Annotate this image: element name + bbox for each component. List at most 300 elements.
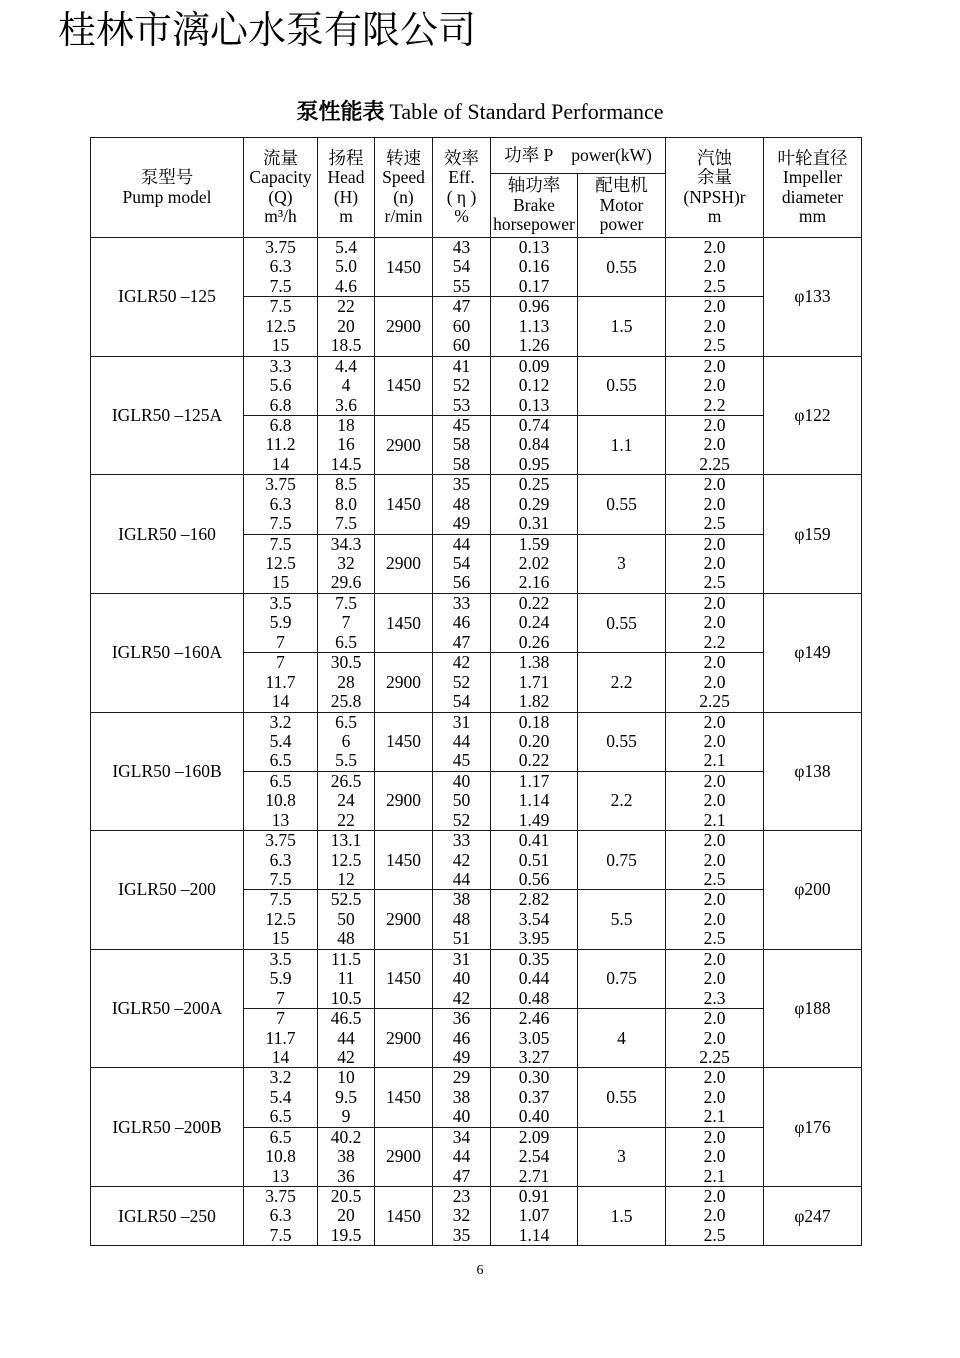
header-text: 功率 P bbox=[504, 144, 554, 165]
brake-horsepower-value: 1.14 bbox=[518, 1224, 550, 1245]
efficiency-value: 45 bbox=[452, 415, 471, 435]
header-text: 轴功率 bbox=[507, 175, 561, 196]
efficiency-value: 40 bbox=[452, 771, 471, 791]
head-value: 40.2 bbox=[330, 1127, 362, 1147]
head-value: 28 bbox=[337, 671, 355, 692]
head-value: 11.5 bbox=[331, 949, 361, 969]
efficiency-value: 56 bbox=[452, 572, 471, 593]
header-speed bbox=[375, 138, 433, 238]
header-text: (NPSH)r bbox=[683, 186, 746, 207]
header-text: Head bbox=[327, 167, 365, 187]
efficiency-value: 44 bbox=[452, 869, 471, 889]
capacity-cell bbox=[244, 1009, 318, 1068]
efficiency-value: 49 bbox=[452, 1046, 471, 1067]
header-impeller-diameter bbox=[764, 138, 862, 238]
head-value: 20.5 bbox=[330, 1186, 362, 1206]
efficiency-value: 44 bbox=[452, 730, 471, 751]
header-text: power(kW) bbox=[571, 144, 652, 165]
motor-power-value: 3 bbox=[578, 1127, 666, 1186]
motor-power-value: 0.55 bbox=[578, 1068, 666, 1127]
efficiency-value: 31 bbox=[452, 949, 471, 969]
capacity-value: 5.4 bbox=[269, 730, 292, 751]
brake-horsepower-value: 2.46 bbox=[518, 1008, 550, 1029]
npsh-value: 2.0 bbox=[703, 671, 726, 692]
npsh-value: 2.0 bbox=[703, 1127, 726, 1147]
efficiency-value: 23 bbox=[452, 1186, 471, 1206]
npsh-cell bbox=[666, 831, 764, 890]
brake-horsepower-value: 3.05 bbox=[518, 1027, 550, 1048]
head-value: 42 bbox=[337, 1046, 355, 1067]
efficiency-value: 47 bbox=[452, 1165, 471, 1186]
head-value: 6 bbox=[341, 730, 351, 751]
brake-horsepower-value: 1.71 bbox=[518, 671, 550, 692]
speed-subgroup-row bbox=[91, 593, 862, 652]
speed-subgroup-row bbox=[91, 831, 862, 890]
efficiency-value: 38 bbox=[452, 889, 471, 910]
head-value: 4 bbox=[341, 375, 351, 396]
efficiency-value: 53 bbox=[452, 394, 471, 415]
motor-power-value: 2.2 bbox=[578, 771, 666, 830]
head-cell bbox=[318, 949, 375, 1008]
npsh-value: 2.0 bbox=[703, 553, 726, 573]
header-text: 流量 bbox=[263, 147, 298, 168]
efficiency-value: 51 bbox=[452, 928, 471, 949]
capacity-cell bbox=[244, 653, 318, 712]
brake-horsepower-cell bbox=[491, 890, 578, 949]
capacity-value: 10.8 bbox=[265, 1146, 296, 1167]
impeller-diameter-value: φ122 bbox=[764, 356, 862, 475]
head-value: 34.3 bbox=[330, 534, 362, 554]
npsh-value: 2.1 bbox=[703, 809, 726, 830]
pump-model-label: IGLR50 –250 bbox=[91, 1187, 244, 1246]
capacity-cell bbox=[244, 415, 318, 474]
capacity-value: 6.5 bbox=[269, 1106, 292, 1127]
npsh-value: 2.0 bbox=[703, 356, 726, 376]
brake-horsepower-value: 1.17 bbox=[518, 771, 550, 791]
capacity-value: 5.9 bbox=[269, 968, 292, 989]
motor-power-value: 0.55 bbox=[578, 238, 666, 297]
header-text: ( η ) bbox=[446, 186, 477, 207]
head-value: 4.4 bbox=[335, 356, 357, 376]
brake-horsepower-value: 0.91 bbox=[518, 1186, 550, 1206]
brake-horsepower-value: 1.26 bbox=[518, 335, 550, 356]
brake-horsepower-cell bbox=[491, 297, 578, 356]
header-text: 汽蚀 bbox=[697, 147, 733, 168]
efficiency-value: 55 bbox=[452, 275, 471, 296]
capacity-cell bbox=[244, 890, 318, 949]
npsh-value: 2.0 bbox=[703, 1067, 726, 1088]
npsh-value: 2.0 bbox=[703, 1008, 726, 1029]
head-cell bbox=[318, 297, 375, 356]
efficiency-value: 31 bbox=[452, 712, 471, 732]
efficiency-value: 33 bbox=[452, 593, 471, 613]
head-value: 6.5 bbox=[335, 712, 357, 732]
brake-horsepower-value: 2.54 bbox=[518, 1146, 550, 1167]
npsh-value: 2.25 bbox=[699, 691, 730, 712]
speed-value: 2900 bbox=[375, 1127, 433, 1186]
npsh-value: 2.0 bbox=[703, 1205, 726, 1226]
efficiency-value: 42 bbox=[452, 849, 471, 870]
brake-horsepower-value: 0.22 bbox=[518, 593, 550, 613]
brake-horsepower-value: 0.22 bbox=[518, 750, 550, 771]
impeller-diameter-value: φ247 bbox=[764, 1187, 862, 1246]
efficiency-value: 43 bbox=[452, 237, 471, 257]
capacity-value: 6.5 bbox=[269, 771, 292, 791]
npsh-value: 2.5 bbox=[703, 1224, 726, 1245]
capacity-value: 14 bbox=[271, 691, 290, 712]
capacity-cell bbox=[244, 771, 318, 830]
npsh-cell bbox=[666, 297, 764, 356]
capacity-value: 15 bbox=[271, 335, 290, 356]
brake-horsepower-value: 0.30 bbox=[518, 1067, 550, 1088]
capacity-value: 3.75 bbox=[265, 830, 296, 851]
speed-subgroup-row bbox=[91, 238, 862, 297]
efficiency-value: 44 bbox=[452, 1146, 471, 1167]
header-text: power bbox=[599, 214, 644, 235]
npsh-cell bbox=[666, 356, 764, 415]
capacity-value: 7.5 bbox=[269, 513, 292, 534]
efficiency-value: 54 bbox=[452, 553, 471, 573]
capacity-value: 12.5 bbox=[265, 553, 296, 573]
header-brake-horsepower bbox=[491, 174, 578, 238]
header-power-line bbox=[491, 146, 665, 166]
pump-model-label: IGLR50 –200A bbox=[91, 949, 244, 1068]
head-cell bbox=[318, 1009, 375, 1068]
npsh-value: 2.0 bbox=[703, 493, 726, 514]
brake-horsepower-value: 2.82 bbox=[518, 889, 550, 910]
efficiency-cell bbox=[433, 415, 491, 474]
head-value: 12.5 bbox=[330, 849, 362, 870]
brake-horsepower-value: 0.12 bbox=[518, 375, 550, 396]
head-cell bbox=[318, 356, 375, 415]
head-value: 29.6 bbox=[330, 572, 362, 593]
head-value: 7.5 bbox=[335, 513, 357, 534]
npsh-value: 2.0 bbox=[703, 1027, 726, 1048]
efficiency-cell bbox=[433, 1127, 491, 1186]
speed-value: 2900 bbox=[375, 653, 433, 712]
brake-horsepower-value: 2.02 bbox=[518, 553, 550, 573]
head-cell bbox=[318, 831, 375, 890]
brake-horsepower-value: 0.13 bbox=[518, 237, 550, 257]
brake-horsepower-cell bbox=[491, 1187, 578, 1246]
npsh-value: 2.0 bbox=[703, 1186, 726, 1206]
impeller-diameter-value: φ138 bbox=[764, 712, 862, 831]
head-value: 10 bbox=[337, 1067, 355, 1088]
efficiency-value: 42 bbox=[452, 987, 471, 1008]
header-text: 扬程 bbox=[328, 147, 364, 168]
brake-horsepower-cell bbox=[491, 1009, 578, 1068]
head-value: 38 bbox=[337, 1146, 355, 1167]
capacity-value: 11.7 bbox=[265, 1027, 296, 1048]
npsh-value: 2.25 bbox=[699, 453, 730, 474]
npsh-cell bbox=[666, 475, 764, 534]
brake-horsepower-cell bbox=[491, 771, 578, 830]
npsh-value: 2.0 bbox=[703, 237, 726, 257]
brake-horsepower-cell bbox=[491, 356, 578, 415]
speed-value: 1450 bbox=[375, 238, 433, 297]
motor-power-value: 1.5 bbox=[578, 297, 666, 356]
brake-horsepower-cell bbox=[491, 238, 578, 297]
motor-power-value: 0.55 bbox=[578, 712, 666, 771]
efficiency-value: 33 bbox=[452, 830, 471, 851]
efficiency-value: 50 bbox=[452, 790, 471, 811]
npsh-value: 2.0 bbox=[703, 889, 726, 910]
head-cell bbox=[318, 1068, 375, 1127]
header-text: (n) bbox=[393, 186, 414, 207]
impeller-diameter-value: φ200 bbox=[764, 831, 862, 950]
brake-horsepower-value: 0.56 bbox=[518, 869, 550, 889]
capacity-cell bbox=[244, 356, 318, 415]
head-value: 11 bbox=[337, 968, 355, 989]
npsh-value: 2.0 bbox=[703, 949, 726, 969]
capacity-value: 3.75 bbox=[265, 237, 296, 257]
header-pump-model bbox=[91, 138, 244, 238]
header-unit: mm bbox=[798, 206, 827, 226]
efficiency-value: 46 bbox=[452, 612, 471, 633]
speed-value: 1450 bbox=[375, 831, 433, 890]
impeller-diameter-value: φ133 bbox=[764, 238, 862, 357]
header-text: (H) bbox=[333, 186, 359, 207]
performance-table bbox=[90, 137, 862, 1246]
impeller-diameter-value: φ149 bbox=[764, 593, 862, 712]
efficiency-value: 54 bbox=[452, 256, 471, 277]
efficiency-cell bbox=[433, 831, 491, 890]
brake-horsepower-cell bbox=[491, 712, 578, 771]
capacity-value: 3.2 bbox=[269, 1067, 292, 1088]
capacity-value: 6.3 bbox=[269, 493, 292, 514]
efficiency-value: 49 bbox=[452, 513, 471, 534]
capacity-value: 3.75 bbox=[265, 474, 296, 495]
motor-power-value: 0.75 bbox=[578, 831, 666, 890]
capacity-value: 7.5 bbox=[269, 889, 292, 910]
npsh-cell bbox=[666, 1068, 764, 1127]
header-text: diameter bbox=[781, 186, 844, 207]
head-cell bbox=[318, 238, 375, 297]
capacity-cell bbox=[244, 1187, 318, 1246]
head-cell bbox=[318, 890, 375, 949]
header-text: Motor bbox=[599, 194, 644, 215]
capacity-cell bbox=[244, 297, 318, 356]
efficiency-value: 52 bbox=[452, 671, 471, 692]
brake-horsepower-value: 0.31 bbox=[518, 513, 550, 534]
header-head bbox=[318, 138, 375, 238]
header-text: 叶轮直径 bbox=[777, 147, 848, 168]
efficiency-value: 47 bbox=[452, 296, 471, 317]
capacity-value: 5.4 bbox=[269, 1086, 292, 1107]
speed-subgroup-row bbox=[91, 949, 862, 1008]
head-value: 18 bbox=[337, 415, 355, 435]
speed-subgroup-row bbox=[91, 475, 862, 534]
efficiency-value: 60 bbox=[452, 315, 471, 336]
head-value: 4.6 bbox=[335, 275, 357, 296]
header-text: Speed bbox=[382, 167, 425, 187]
npsh-value: 2.1 bbox=[703, 1106, 726, 1127]
npsh-cell bbox=[666, 949, 764, 1008]
capacity-value: 7.5 bbox=[269, 869, 292, 889]
capacity-value: 3.3 bbox=[269, 356, 292, 376]
head-value: 16 bbox=[337, 434, 355, 455]
head-value: 46.5 bbox=[330, 1008, 362, 1029]
capacity-cell bbox=[244, 475, 318, 534]
head-value: 26.5 bbox=[330, 771, 362, 791]
capacity-value: 7 bbox=[276, 652, 285, 673]
efficiency-cell bbox=[433, 238, 491, 297]
capacity-value: 14 bbox=[271, 453, 290, 474]
efficiency-value: 52 bbox=[452, 375, 471, 396]
efficiency-cell bbox=[433, 949, 491, 1008]
head-value: 8.0 bbox=[335, 493, 357, 514]
capacity-value: 11.7 bbox=[265, 671, 296, 692]
efficiency-cell bbox=[433, 890, 491, 949]
head-value: 7.5 bbox=[335, 593, 357, 613]
brake-horsepower-cell bbox=[491, 1068, 578, 1127]
npsh-value: 2.0 bbox=[703, 315, 726, 336]
efficiency-value: 48 bbox=[452, 493, 471, 514]
brake-horsepower-value: 0.16 bbox=[518, 256, 550, 277]
brake-horsepower-value: 0.17 bbox=[518, 275, 550, 296]
brake-horsepower-value: 3.95 bbox=[518, 928, 550, 949]
capacity-value: 5.6 bbox=[269, 375, 292, 396]
brake-horsepower-value: 0.20 bbox=[518, 730, 550, 751]
capacity-value: 7 bbox=[276, 631, 285, 652]
capacity-cell bbox=[244, 1127, 318, 1186]
npsh-value: 2.0 bbox=[703, 593, 726, 613]
capacity-value: 5.9 bbox=[269, 612, 292, 633]
efficiency-value: 32 bbox=[452, 1205, 471, 1226]
efficiency-cell bbox=[433, 653, 491, 712]
brake-horsepower-value: 1.49 bbox=[518, 809, 550, 830]
npsh-value: 2.25 bbox=[699, 1046, 730, 1067]
capacity-value: 6.8 bbox=[269, 415, 292, 435]
efficiency-cell bbox=[433, 356, 491, 415]
header-text: Impeller bbox=[782, 167, 843, 187]
brake-horsepower-value: 2.16 bbox=[518, 572, 550, 593]
efficiency-value: 60 bbox=[452, 335, 471, 356]
head-value: 12 bbox=[337, 869, 355, 889]
brake-horsepower-value: 0.96 bbox=[518, 296, 550, 317]
head-cell bbox=[318, 712, 375, 771]
npsh-value: 2.5 bbox=[703, 275, 726, 296]
brake-horsepower-cell bbox=[491, 653, 578, 712]
brake-horsepower-value: 0.13 bbox=[518, 394, 550, 415]
pump-model-label: IGLR50 –160A bbox=[91, 593, 244, 712]
brake-horsepower-value: 1.82 bbox=[518, 691, 550, 712]
brake-horsepower-value: 3.54 bbox=[518, 908, 550, 929]
npsh-value: 2.0 bbox=[703, 830, 726, 851]
motor-power-value: 1.5 bbox=[578, 1187, 666, 1246]
npsh-value: 2.0 bbox=[703, 712, 726, 732]
table-title bbox=[0, 98, 960, 126]
npsh-value: 2.5 bbox=[703, 335, 726, 356]
npsh-value: 2.0 bbox=[703, 652, 726, 673]
npsh-cell bbox=[666, 771, 764, 830]
head-cell bbox=[318, 475, 375, 534]
pump-model-label: IGLR50 –160B bbox=[91, 712, 244, 831]
head-value: 5.5 bbox=[335, 750, 357, 771]
motor-power-value: 0.55 bbox=[578, 593, 666, 652]
header-unit: % bbox=[454, 206, 469, 226]
brake-horsepower-value: 0.29 bbox=[518, 493, 550, 514]
npsh-value: 2.2 bbox=[703, 631, 726, 652]
head-value: 30.5 bbox=[330, 652, 362, 673]
efficiency-value: 54 bbox=[452, 691, 471, 712]
head-value: 44 bbox=[337, 1027, 355, 1048]
head-value: 22 bbox=[337, 809, 355, 830]
brake-horsepower-value: 0.24 bbox=[518, 612, 550, 633]
capacity-cell bbox=[244, 238, 318, 297]
head-value: 18.5 bbox=[330, 335, 362, 356]
brake-horsepower-value: 1.07 bbox=[518, 1205, 550, 1226]
brake-horsepower-value: 0.37 bbox=[518, 1086, 550, 1107]
efficiency-cell bbox=[433, 534, 491, 593]
capacity-value: 7.5 bbox=[269, 296, 292, 317]
pump-model-label: IGLR50 –125A bbox=[91, 356, 244, 475]
brake-horsepower-cell bbox=[491, 831, 578, 890]
capacity-value: 15 bbox=[271, 572, 290, 593]
brake-horsepower-cell bbox=[491, 949, 578, 1008]
header-efficiency bbox=[433, 138, 491, 238]
capacity-cell bbox=[244, 534, 318, 593]
head-value: 48 bbox=[337, 928, 355, 949]
brake-horsepower-cell bbox=[491, 1127, 578, 1186]
npsh-value: 2.5 bbox=[703, 513, 726, 534]
efficiency-value: 42 bbox=[452, 652, 471, 673]
efficiency-value: 45 bbox=[452, 750, 471, 771]
head-value: 14.5 bbox=[330, 453, 362, 474]
capacity-value: 11.2 bbox=[265, 434, 296, 455]
speed-value: 2900 bbox=[375, 415, 433, 474]
brake-horsepower-value: 1.59 bbox=[518, 534, 550, 554]
head-value: 25.8 bbox=[330, 691, 362, 712]
npsh-value: 2.1 bbox=[703, 750, 726, 771]
header-unit: r/min bbox=[384, 206, 423, 226]
header-motor-power bbox=[578, 174, 666, 238]
head-cell bbox=[318, 771, 375, 830]
capacity-value: 13 bbox=[271, 1165, 290, 1186]
capacity-cell bbox=[244, 593, 318, 652]
header-text: 效率 bbox=[444, 147, 479, 168]
brake-horsepower-value: 0.44 bbox=[518, 968, 550, 989]
efficiency-value: 41 bbox=[452, 356, 471, 376]
npsh-value: 2.0 bbox=[703, 474, 726, 495]
head-value: 36 bbox=[337, 1165, 355, 1186]
efficiency-cell bbox=[433, 1009, 491, 1068]
efficiency-value: 58 bbox=[452, 434, 471, 455]
capacity-value: 6.3 bbox=[269, 1205, 292, 1226]
header-text: 配电机 bbox=[595, 175, 648, 196]
brake-horsepower-value: 0.74 bbox=[518, 415, 550, 435]
capacity-cell bbox=[244, 949, 318, 1008]
header-npsh bbox=[666, 138, 764, 238]
header-unit: m³/h bbox=[264, 206, 297, 226]
header-text: 余量 bbox=[697, 167, 733, 187]
efficiency-value: 52 bbox=[452, 809, 471, 830]
header-unit: m bbox=[707, 206, 722, 226]
npsh-value: 2.0 bbox=[703, 434, 726, 455]
npsh-cell bbox=[666, 1009, 764, 1068]
speed-value: 1450 bbox=[375, 1187, 433, 1246]
capacity-value: 6.5 bbox=[269, 750, 292, 771]
head-value: 9 bbox=[341, 1106, 351, 1127]
capacity-value: 13 bbox=[271, 809, 290, 830]
speed-value: 1450 bbox=[375, 593, 433, 652]
speed-subgroup-row bbox=[91, 1187, 862, 1246]
npsh-cell bbox=[666, 712, 764, 771]
brake-horsepower-value: 1.14 bbox=[518, 790, 550, 811]
head-value: 9.5 bbox=[335, 1086, 357, 1107]
speed-value: 1450 bbox=[375, 949, 433, 1008]
capacity-value: 6.3 bbox=[269, 256, 292, 277]
